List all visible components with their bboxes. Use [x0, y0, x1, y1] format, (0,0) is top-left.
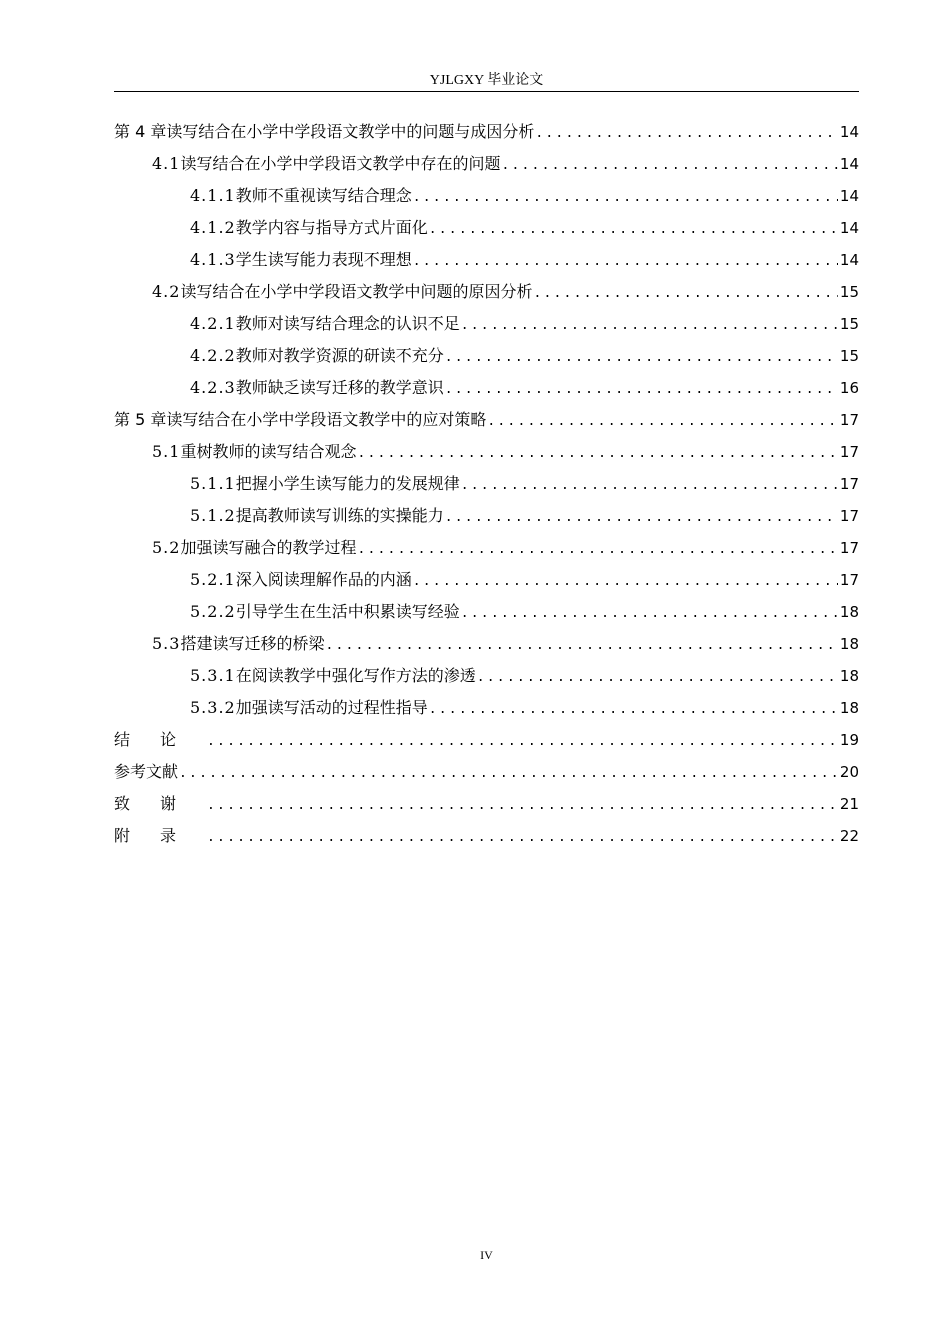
- toc-entry[interactable]: [114, 692, 859, 724]
- toc-leader-dots: [179, 758, 838, 790]
- toc-entry-title: 提高教师读写训练的实操能力: [235, 506, 444, 525]
- toc-entry-number: 5.3.1: [190, 666, 236, 685]
- toc-entry-number: 4.2.1: [190, 314, 236, 333]
- toc-entry-page: 15: [839, 347, 859, 365]
- toc-entry-number: 5.2.2: [190, 602, 236, 621]
- toc-entry-title: 在阅读教学中强化写作方法的渗透: [235, 666, 476, 685]
- toc-entry-title: 加强读写活动的过程性指导: [235, 698, 428, 717]
- toc-entry-title: 读写结合在小学中学段语文教学中的问题与成因分析: [166, 122, 535, 141]
- toc-entry-title: 学生读写能力表现不理想: [235, 250, 412, 269]
- toc-entry-number: 4.1.1: [190, 186, 236, 205]
- toc-entry[interactable]: [114, 724, 859, 756]
- toc-entry[interactable]: [114, 820, 859, 852]
- table-of-contents: [114, 116, 859, 852]
- toc-entry-page: 17: [839, 411, 859, 429]
- toc-entry-number: 5.2.1: [190, 570, 236, 589]
- toc-entry-page: 21: [839, 795, 859, 813]
- toc-entry-number: 4.1.2: [190, 218, 236, 237]
- toc-entry[interactable]: [114, 404, 859, 436]
- toc-entry-title: 参考文献: [114, 762, 179, 781]
- toc-entry-title: 教师缺乏读写迁移的教学意识: [235, 378, 444, 397]
- page-header: YJLGXY 毕业论文: [429, 73, 544, 88]
- toc-leader-dots: [413, 182, 838, 214]
- toc-entry-title: 读写结合在小学中学段语文教学中问题的原因分析: [180, 282, 533, 301]
- toc-entry-page: 18: [839, 635, 859, 653]
- toc-entry-number: 5.3: [152, 634, 181, 653]
- toc-entry[interactable]: [114, 436, 859, 468]
- toc-entry-page: 18: [839, 667, 859, 685]
- toc-entry[interactable]: [114, 148, 859, 180]
- toc-entry[interactable]: [114, 340, 859, 372]
- toc-leader-dots: [429, 214, 838, 246]
- toc-leader-dots: [501, 150, 837, 182]
- toc-entry-page: 14: [839, 123, 859, 141]
- toc-leader-dots: [487, 406, 838, 438]
- toc-entry-title: 重树教师的读写结合观念: [180, 442, 357, 461]
- toc-leader-dots: [461, 598, 838, 630]
- toc-entry[interactable]: [114, 308, 859, 340]
- toc-leader-dots: [207, 726, 838, 758]
- toc-leader-dots: [535, 118, 838, 150]
- toc-leader-dots: [477, 662, 838, 694]
- toc-leader-dots: [461, 310, 838, 342]
- toc-entry-title: 把握小学生读写能力的发展规律: [235, 474, 460, 493]
- toc-leader-dots: [325, 630, 837, 662]
- toc-entry[interactable]: [114, 532, 859, 564]
- toc-entry[interactable]: [114, 788, 859, 820]
- toc-entry-page: 14: [839, 187, 859, 205]
- toc-entry-page: 15: [839, 283, 859, 301]
- toc-leader-dots: [357, 438, 837, 470]
- toc-entry[interactable]: [114, 116, 859, 148]
- toc-entry-number: 第 5 章: [114, 410, 167, 429]
- toc-leader-dots: [413, 566, 838, 598]
- toc-entry-title: 教师对教学资源的研读不充分: [235, 346, 444, 365]
- toc-entry-page: 17: [839, 571, 859, 589]
- toc-entry[interactable]: [114, 660, 859, 692]
- toc-entry-page: 16: [839, 379, 859, 397]
- toc-leader-dots: [461, 470, 838, 502]
- toc-entry-number: 4.1: [152, 154, 181, 173]
- toc-entry[interactable]: [114, 564, 859, 596]
- toc-entry-number: 4.1.3: [190, 250, 236, 269]
- toc-entry-page: 15: [839, 315, 859, 333]
- toc-entry-number: 4.2.3: [190, 378, 236, 397]
- toc-leader-dots: [445, 502, 838, 534]
- toc-entry-page: 22: [839, 827, 859, 845]
- toc-leader-dots: [207, 790, 838, 822]
- toc-entry-number: 5.3.2: [190, 698, 236, 717]
- toc-entry[interactable]: [114, 372, 859, 404]
- toc-entry-page: 17: [839, 507, 859, 525]
- toc-entry-title: 加强读写融合的教学过程: [180, 538, 357, 557]
- toc-entry[interactable]: [114, 756, 859, 788]
- toc-entry[interactable]: [114, 628, 859, 660]
- toc-entry-page: 17: [839, 443, 859, 461]
- toc-entry-title: 引导学生在生活中积累读写经验: [235, 602, 460, 621]
- toc-entry-number: 5.1.1: [190, 474, 236, 493]
- toc-leader-dots: [357, 534, 837, 566]
- toc-entry-title: 教师对读写结合理念的认识不足: [235, 314, 460, 333]
- toc-entry-title: 结论: [114, 730, 207, 749]
- toc-entry-page: 19: [839, 731, 859, 749]
- toc-entry-number: 5.1.2: [190, 506, 236, 525]
- toc-leader-dots: [207, 822, 838, 854]
- toc-entry-page: 20: [839, 763, 859, 781]
- toc-entry-number: 4.2: [152, 282, 181, 301]
- toc-leader-dots: [413, 246, 838, 278]
- toc-entry[interactable]: [114, 596, 859, 628]
- toc-entry-page: 14: [839, 251, 859, 269]
- toc-entry-page: 18: [839, 699, 859, 717]
- toc-entry-title: 教学内容与指导方式片面化: [235, 218, 428, 237]
- toc-entry-number: 4.2.2: [190, 346, 236, 365]
- toc-leader-dots: [445, 374, 838, 406]
- toc-entry-page: 17: [839, 539, 859, 557]
- toc-entry-title: 致谢: [114, 794, 207, 813]
- toc-entry[interactable]: [114, 276, 859, 308]
- toc-entry-title: 搭建读写迁移的桥梁: [180, 634, 325, 653]
- toc-leader-dots: [533, 278, 837, 310]
- toc-entry[interactable]: [114, 180, 859, 212]
- toc-entry-title: 读写结合在小学中学段语文教学中的应对策略: [166, 410, 487, 429]
- toc-entry-title: 附录: [114, 826, 207, 845]
- toc-entry[interactable]: [114, 500, 859, 532]
- toc-entry-number: 5.2: [152, 538, 181, 557]
- toc-entry-page: 14: [839, 155, 859, 173]
- toc-leader-dots: [445, 342, 838, 374]
- toc-entry[interactable]: [114, 468, 859, 500]
- toc-entry[interactable]: [114, 212, 859, 244]
- toc-entry-title: 教师不重视读写结合理念: [235, 186, 412, 205]
- toc-entry-title: 读写结合在小学中学段语文教学中存在的问题: [180, 154, 501, 173]
- toc-entry-page: 14: [839, 219, 859, 237]
- toc-entry-page: 17: [839, 475, 859, 493]
- header-rule: [114, 91, 859, 92]
- toc-entry-number: 第 4 章: [114, 122, 167, 141]
- toc-entry-page: 18: [839, 603, 859, 621]
- toc-entry-number: 5.1: [152, 442, 181, 461]
- page-number: IV: [480, 1248, 493, 1262]
- toc-entry-title: 深入阅读理解作品的内涵: [235, 570, 412, 589]
- toc-entry[interactable]: [114, 244, 859, 276]
- toc-leader-dots: [429, 694, 838, 726]
